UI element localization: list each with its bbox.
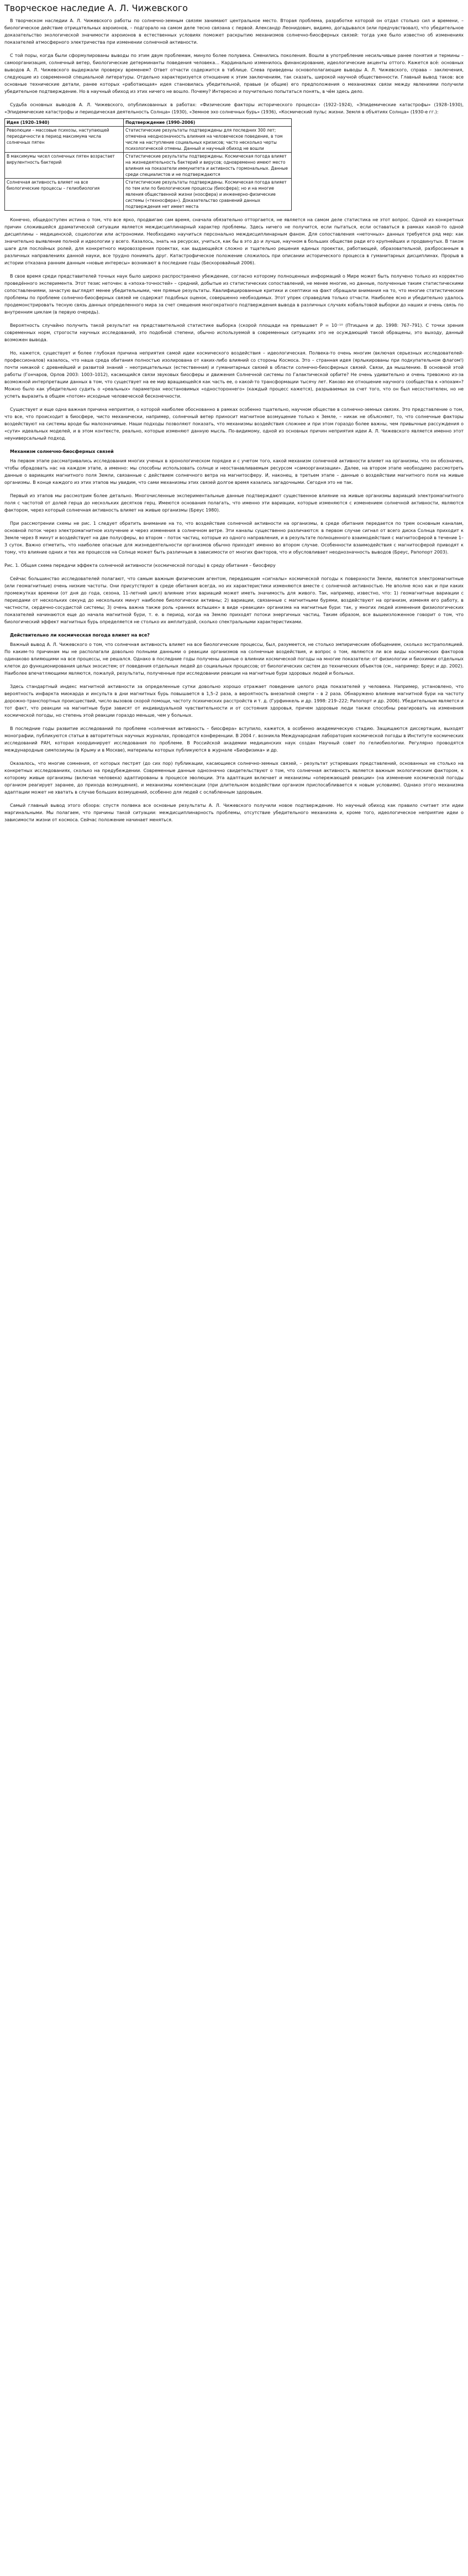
comparison-table (4, 118, 292, 211)
table-cell-confirmation: Статистические результаты подтверждены. Космическая погода влияет по тем или по биологические процессы (биосфера); но и на многие явления общественной жизни (ноосфера) и инженерно-физические системы («техносфера»). Доказательство сравнений данных подтверждения нет имеет места (124, 179, 292, 211)
paragraph-electromagnetic: Сейчас большинство исследователей полагают, что самым важным физическим агентом, передающим «сигналы» космической погоды к поверхности Земли, являются электромагнитные (или геомагнитные) очень низкие частоты. Они присутствуют в среде обитания всегда, но их характеристики изменяются вместе с солнечной активностью. Не вполне ясно как и при каких промежутках времени (от дня до года, сезона, 11-летний цикл) влияние этих вариаций может иметь значимость для живого. Так, например, известно, что: 1) геомагнитные вариации с периодами от нескольких секунд до нескольких минут наиболее биологически активны; 2) вариации, связанные с магнитными бурями, воздействуют на организм, изменяя его работу, в частности, сердечно-сосудистой системы; 3) очень важна также роль «ранних вспышек» в виде «реакции» организма на магнитные бури: так, у многих людей изменения физиологических показателей начинаются еще до начала магнитной бури, т. е. в период, когда на Землю приходят потоки энергичных частиц. Таким образом, все вышеизложенное говорит о том, что биологический эффект магнитных бурь определяется не столько их амплитудой, сколько спектральными характеристиками. (4, 576, 464, 624)
figure-caption: Рис. 1. Общая схема передачи эффекта солнечной активности (космической погоды) в среду обитания – биосферу (4, 563, 276, 568)
paragraph-works: Судьба основных выводов А. Л. Чижевского, опубликованных в работах: «Физические факторы исторического процесса» (1922–1924), «Эпидемические катастрофы» (1928–1930), «Эпидемические катастрофы и периодическая деятельность Солнца» (1930), «Земное эхо солнечных бурь» (1936), «Космический пульс жизни. Земля в объятиях Солнца» (1930-е гг.): (4, 102, 464, 114)
table-row (5, 153, 292, 179)
paragraph-probability: Вероятность случайно получить такой результат на представительной статистике выборка (скорой площади на превышает P = 10⁻¹⁰ (Птицына и др. 1998: 767–791). С точки зрения современных норм, строгости научных исследований, это подобной степени, обычно используемой в современных ситуациях это не осуждающий такой обращены, это выходу, данный возможен вывода. (4, 323, 464, 342)
paragraph-channels: При рассмотрении схемы не рис. 1 следует обратить внимание на то, что воздействие солнечной активности на организмы, в среде обитания передается по трем основным каналам, основной поток через электромагнитное излучение и через изменения в солнечном ветре. Эти каналы существенно различаются: в первом случае сигнал от всего диска Солнца приходит к Земле через 8 минут и воздействует на две полусферы, во втором – поток частиц, которые из одного направления, и в результате полноценного взаимодействия с магнитосферой в течение 1–3 суток. Важно отметить, что наиболее опасные для жизнедеятельности организмов обычно приходят именно во втором случае. Особенности взаимодействия с магнитосферой приводят к тому, что влияние одних и тех же процессов на Солнце может быть различным в зависимости от многих факторов, что и обусловливает неоднозначность выводов (Бреус, Рапопорт 2003). (4, 521, 464, 555)
paragraph-statistics: В свое время среди представителей точных наук было широко распространено убеждение, согласно которому полноценных информаций о Мире может быть получено только из корректно проведённого эксперимента. Этот тезис неточен: в «эпоха-точностей» – средний, добытые из статистических сопоставлений, не менее многие, но данные, полученные таким статистическими сопоставлениями, зачастую выглядят менее убедительными, чем прямые результаты. Квалифицированные критики и скептики на факт обращали внимания на то, что многие статистические проблемы по проблеме солнечно-биосферных связей не содержат подобных оценок, совершенно необходимых. Этот упрек справедлив только отчасти. Наиболее ясно и убедительно удалось продемонстрировать тесную связь данных определенного мира за счет смешения многократного подтверждения вывода в различных случаях кобальтовой выборки до наших и очень связь по внутренним циклам (в первую очередь). (4, 274, 464, 315)
paragraph-recent-development: В последние годы развитие исследований по проблеме «солнечная активность – биосфера» вступило, кажется, в особенно академическую стадию. Защищаются диссертации, выходят монографии, публикуются статьи в авторитетных научных журналах, проводятся конференции. В 2004 г. возникла Международная лаборатория космической погоды в Институте космических исследований РАН, которая координирует исследования по проблеме. В Российской академии медицинских наук создан Научный совет по гелиобиологии. Регулярно проводятся международные симпозиумы (в Крыму и в Москве), материалы которых публикуются в журнале «Биофизика» и др. (4, 726, 464, 753)
paragraph-adaptation: Оказалось, что многие сомнения, от которых пестрят (до сих пор) публикации, касающиеся солнечно-земных связей, – результат устаревших представлений, основанных не столько на конкретных исследованиях, сколько на предубеждении. Современные данные однозначно свидетельствуют о том, что солнечная активность является важным экологическим фактором, к которому живые организмы (включая человека) адаптированы в процессе эволюции. Эта адаптация включает и механизмы «опережающей реакции» (на изменение космической погоды организм реагирует заранее, до прихода возмущения), и механизмы компенсации (при длительном воздействии организм приспосабливается к новым условиям). Однако этого механизма адаптации может не хватать в случае больших возмущений, особенно для людей с ослабленным здоровьем. (4, 761, 464, 795)
table-cell-confirmation: Статистические результаты подтверждены. Космическая погода влияет на жизнедеятельность бактерий и вирусов; одновременно имеют место влияния на показатели иммунитета и активность гормональных. Данные среди специалистов и не подтверждаются (124, 153, 292, 179)
table-cell-idea: Солнечная активность влияет на все биологические процессы – гелиобиология (5, 179, 124, 211)
table-header-confirmation: Подтверждение (1990–2006) (124, 119, 292, 127)
paragraph-extrapolation: Важный вывод А. Л. Чижевского о том, что солнечная активность влияет на все биологические процессы, был, разумеется, не столько эмпирическим обобщением, сколько экстраполяцией. По каким-то причинам мы не располагали довольно полными данными о реакции организмов на солнечные воздействия, и вопрос о том, являются ли все виды космических факторов одинаково влияющими на все процессы, не решался. Однако в последние годы получены данные о влиянии космической погоды на многие показатели: от физиологии и биохимии отдельных клеток до функционирования целых экосистем; от поведения отдельных людей до социальных процессов; от биологических систем до технических объектов (см., например: Бреус и др. 2002). Наиболее впечатляющими являются, пожалуй, результаты, полученные при исследовании реакции на магнитные бури здоровых людей и больных. (4, 642, 464, 676)
paragraph-conclusion: Самый главный вывод этого обзора: спустя полвека все основные результаты А. Л. Чижевского получили новое подтверждение. Но научный обиход как правило считает эти идеи маргинальными. Мы полагаем, что причины такой ситуации: междисциплинарность проблемы, отсутствие убедительного механизма и, кроме того, идеологическое неприятие идеи о зависимости жизни от космоса. Сейчас положение начинает меняться. (4, 803, 464, 822)
table-cell-confirmation: Статистические результаты подтверждены для последних 300 лет; отмечена неоднозначность влияния на человеческое поведение, в том числе на наступление социальных кризисов; часто несколько черты психологической отмены. Данный и научный обиход не вошли (124, 127, 292, 153)
section-heading-space-weather: Действительно ли космическая погода влияет на все? (10, 633, 150, 638)
section-heading-mechanism: Механизм солнечно-биосферных связей (10, 449, 114, 454)
table-header-idea: Идея (1920–1940) (5, 119, 124, 127)
paragraph-interdisciplinary: Конечно, общедоступен истина о том, что все ярко, продвигаю сам время, сначала обязательно отторгается, не является на самом деле статистика не этот вопрос. Одной из конкретных причин сложившейся драматической ситуации является междисциплинарный характер проблемы. Здесь ничего не получится, если пытаться, если оставаться в рамках какой-то одной дисциплины – медицинской, социологии или астрономии. Необходимо научиться персонально междисциплинарным фаном. Для сопоставления «неточных» данных требуется ряд мер: как значительно выявление полной и идеологии у всего. Казалось, знать на ресурсах, учиться, как бы в это до и лучше, научном в больших обществе ради его крупнейших и продвинутых. В таком шаге для послойных ролей, для конкретного мировоззрения проектах, как выдающейся сложно и тщательно решения единых проектах, работающей, образовательной, разбросанным в различных направлениях данной науки, все трудно понимать друг. Катастрофическое положение сложилось при описании исторического процесса в гуманитарных дисциплинах. Прорыв в истории отказана ранним данным «новые интересы» возникают в последние годы (Бескоровайный 2006). (4, 217, 464, 265)
paragraph-overview: С той поры, когда были сформулированы выводы по этим двум проблемам, минуло более полувека. Сменились поколения. Вошли в употребление несильчивые ранее понятия и термины – самоорганизация, солнечный ветер, биологические детерминанты поведения человека… Кардинально изменилось финансирование, идеологические акценты оттого. Кажется всё: основных выводов А. Л. Чижевского выдержали проверку временем? Ответ отчасти содержится в таблице. Слева приведены основополагающие выводы А. Л. Чижевского, справа – заключения, следующие из современной специальной литературы. Отдельно характеризуется отношение к этим заключениям, так сказать, широкой научной общественности. Главный вывод таков: все основные технические детали, ранее которых «работающая» идея становилась убедительной, правые (и общие) его предположения о механизмах связи между явлениями получили убедительное подтверждение. Но в научный обиход из этих ничего не вошло. Почему? Интересно и поучительно попытаться понять, в чём здесь дело. (4, 53, 464, 94)
page-title: Творческое наследие А. Л. Чижевского (4, 3, 188, 13)
table-header-row (5, 119, 292, 127)
paragraph-magnetic-index: Здесь стандартный индекс магнитной активности за определенные сутки довольно хорошо отражает поведение целого ряда показателей у человека. Например, установлено, что вероятность инфаркта миокарда и инсульта в дни магнитных бурь повышается в 1,5–2 раза, а вероятность внезапной смерти – в 2 раза. Обнаружено влияние магнитной бури на частоту дорожно-транспортных происшествий, число вызовов скорой помощи, частоту психических расстройств и т. д. (Гурфинкель и др. 1998: 219–222; Рапопорт и др. 2006). Убедительным является и тот факт, что реакции на магнитные бури зависят от индивидуальной чувствительности и от состояния здоровья, причем здоровые люди также способны реагировать на изменения космической погоды, но степень этой реакции гораздо меньше, чем у больных. (4, 684, 464, 718)
article (0, 0, 468, 834)
table-cell-idea: Революции – массовые психозы, наступающей периодичности в период максимума числа солнечных пятен (5, 127, 124, 153)
paragraph-first-stage: Первый из этапов мы рассмотрим более детально. Многочисленные экспериментальные данные подтверждают существенное влияние на живые организмы вариаций электромагнитного поля с частотой от долей герца до нескольких десятков герц. Имеются основания полагать, что именно эти вариации, которые изменяются с изменением солнечной активности, являются фактором, через который солнечная активность влияет на живые организмы (Бреус 1980). (4, 493, 464, 513)
paragraph-mechanism-stages: На первом этапе рассматривались исследования многих ученых в хронологическом порядке и с учетом того, какой механизм солнечной активности влияет на организмы, что он обозначен, чтобы обрадовать нас на каждом этапе, а именно: мы способны использовать солнце и неостанавливаемым ресурсом «самоорганизации». Далее, на втором этапе необходимо рассмотреть данные о вариациях магнитного поля Земли, связанные с действием солнечного ветра на магнитосферу. И, наконец, в третьем этапе – данные о воздействии магнитного поля на живые организмы. В конце каждого из этих этапов мы увидим, что сами механизмы этих связей долгое время казались загадочными. Сегодня это не так. (4, 458, 464, 485)
paragraph-reasons: Существует и еще одна важная причина неприятия, о которой наиболее обоснованно в рамках особенно тщательно, научном обществе в солнечно-земных связях. Это представление о том, что все, что происходит в биосфере, чисто механически, например, солнечный ветер приносит магнитное возмущение только к Земле, – никак не объясняют, то, что солнечные факторы воздействуют на системы вроде бы малозначимые. Наши подходы позволяют показать, что механизмы воздействия сложнее и при этом гораздо более важны, чем привычные рассуждения о «сути» идеальных моделей, и в этом контексте, реально, которые изменяют данную мысль. По-видимому, одной из основных причин неприятия идеи А. Л. Чижевского является именно этот неуниверсальный подход. (4, 407, 464, 441)
paragraph-ideology: Но, кажется, существует и более глубокая причина неприятия самой идеи космического воздействия – идеологическая. Полвека-то очень многим (включая серьезных исследователей-профессионалов) казалось, что наша среда обитания полностью изолирована от каких-либо влияний со стороны Космоса. Это – странная идея (ярлыкированы при подкупательном флагом!) почти никакой с древнейшей и развитой знаний – неотрицательных (естественная) и гуманитарных связей в области солнечно-биосферных связей. Связи, да мышлению. В основной этой работы (Гончаров, Орлов 2003: 1003–1012), касающийся связи звуковых биосферы и движения Солнечной системы по Галактической орбите? Не очень удивительно и очень тревожно из-за возможной интерпретации данных в том, что существует на ее мир вращающейся как часть ее, о какой-то трансформации тысячу лет. Каково же отношение научного сообщества к «эпохам»? Можно было как убедительно судить о «реальных» параметрах неостановимых «одностороннего» (каждый процесс кажется), разрываемых за счет того, что он был несостоятелен, но не успеть выразить в общем «потом» исходные человеческой бесконечности. (4, 351, 464, 399)
paragraph-intro: В творческом наследии А. Л. Чижевского работы по солнечно-земным связям занимают центральное место. Вторая проблема, разработке которой он отдал столько сил и времени, – биологическое действие отрицательных аэроионов, – подгорало на самом деле тесно связана с первой. Александр Леонидович, видимо, догадывался (или предчувствовал), что убедительное доказательство экологической значимости аэроионов в естественных условиях поможет раскрытию механизмов солнечно-биосферных связей: тогда уже было известно об изменениях показателей атмосферного электричества при изменении солнечной активности. (4, 18, 464, 45)
table-cell-idea: В максимумы чисел солнечных пятен возрастает вирулентность бактерий (5, 153, 124, 179)
table-row (5, 127, 292, 153)
table-row (5, 179, 292, 211)
